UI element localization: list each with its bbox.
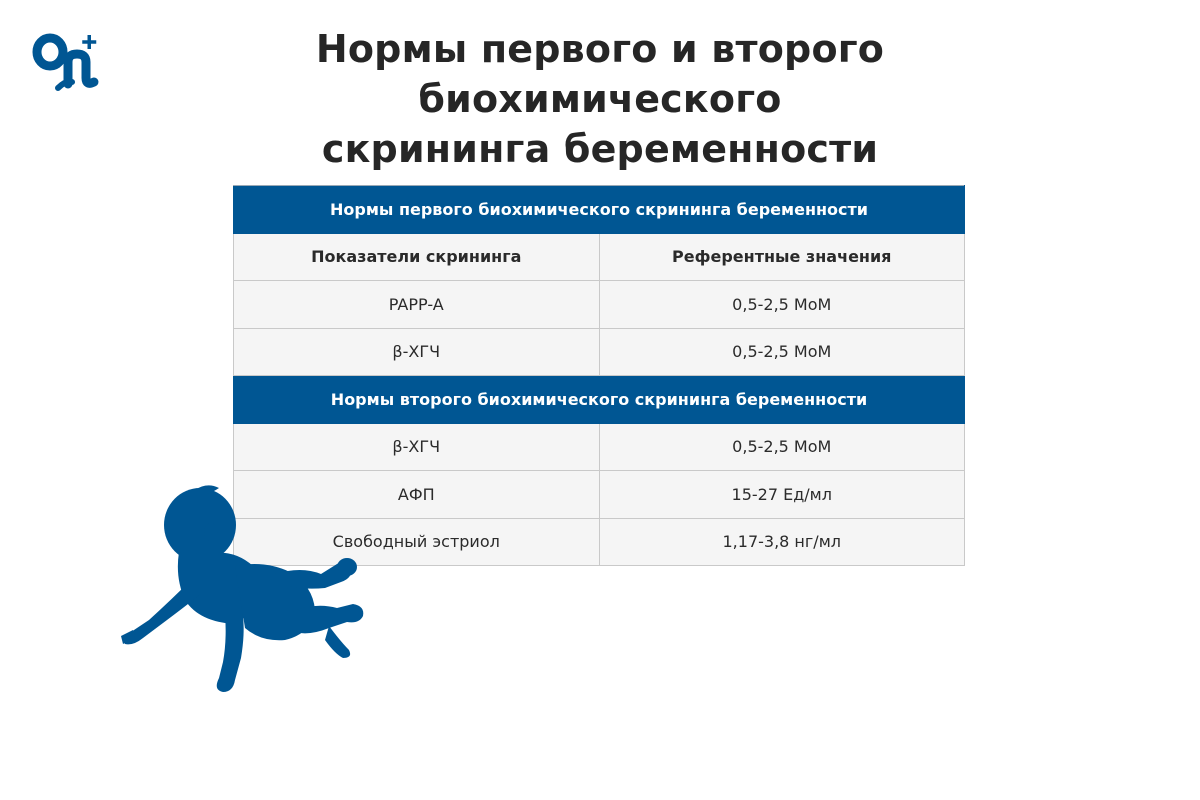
logo-icon [30,26,108,96]
value-cell: 1,17-3,8 нг/мл [599,518,965,566]
indicator-cell: Свободный эстриол [234,518,600,566]
page-title-line-1: Нормы первого и второго биохимического [315,27,885,121]
table-section-header-second [234,376,965,424]
value-cell: 0,5-2,5 МоМ [599,328,965,376]
column-header-reference: Референтные значения [599,233,965,281]
indicator-cell: АФП [234,471,600,519]
page-title-line-2: скрининга беременности [321,127,879,171]
table-row [234,281,965,329]
column-header-indicator: Показатели скрининга [234,233,600,281]
table-section-header-first [234,186,965,234]
page-title [150,24,1050,174]
baby-silhouette-icon [115,482,375,697]
value-cell: 0,5-2,5 МоМ [599,281,965,329]
value-cell: 0,5-2,5 МоМ [599,423,965,471]
table-row [234,328,965,376]
indicator-cell: β-ХГЧ [234,328,600,376]
indicator-cell: β-ХГЧ [234,423,600,471]
value-cell: 15-27 Ед/мл [599,471,965,519]
indicator-cell: PAPP-A [234,281,600,329]
table-column-header [234,233,965,281]
first-screening-title: Нормы первого биохимического скрининга беременности [234,186,965,234]
second-screening-title: Нормы второго биохимического скрининга беременности [234,376,965,424]
table-row [234,423,965,471]
